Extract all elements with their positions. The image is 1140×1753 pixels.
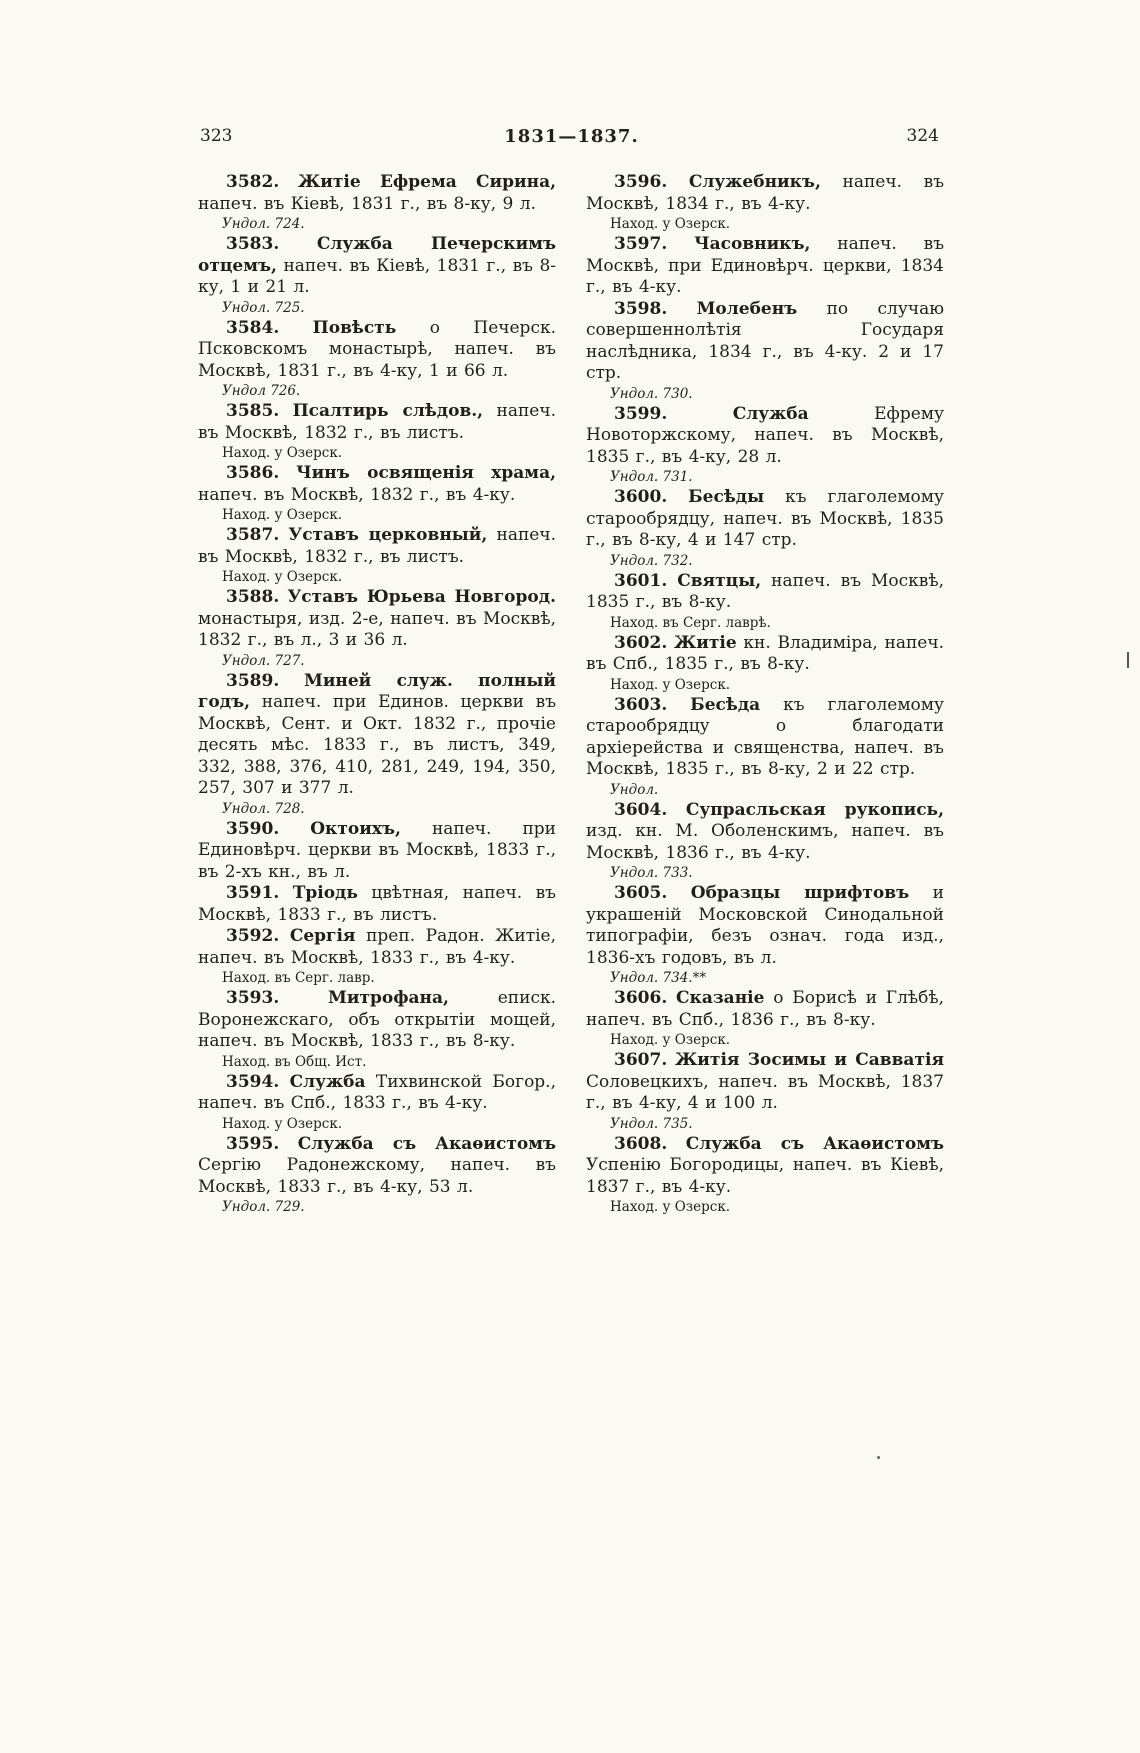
- entry-location-note: Наход. у Озерск.: [610, 216, 731, 232]
- entry-description: къ глаголемому старообрядцу, напеч. въ Москвѣ, 1835 г., въ 8-ку, 4 и 147 стр.: [586, 487, 944, 550]
- entry-title: Часовникъ,: [694, 234, 811, 254]
- entry-title: Служба съ Акаѳистомъ: [297, 1133, 557, 1154]
- entry-text: [586, 1134, 944, 1199]
- entry-text: [586, 633, 944, 676]
- entry-number: 3602.: [614, 632, 668, 653]
- entry-description: напеч. въ Кіевѣ, 1831 г., въ 8-ку, 1 и 21 л.: [198, 255, 556, 297]
- entry-number: 3594.: [226, 1071, 280, 1092]
- entry-text: [586, 172, 944, 215]
- entry-number: 3599.: [614, 403, 668, 424]
- page-number-right: 324: [906, 126, 939, 146]
- entry-text: [198, 234, 556, 299]
- catalog-entry: [586, 633, 944, 694]
- entry-title: Уставъ Юрьева Новгород.: [287, 587, 556, 607]
- scan-artifact-dot: [877, 1456, 880, 1459]
- entry-description: по случаю совершеннолѣтія Государя наслѣдника, 1834 г., въ 4-ку. 2 и 17 стр.: [586, 298, 945, 383]
- entry-text: [198, 1072, 556, 1115]
- entry-location-note: Наход. въ Общ. Ист.: [222, 1053, 367, 1070]
- page-number-left: 323: [200, 126, 233, 146]
- entry-title: Повѣсть: [312, 317, 397, 338]
- catalog-entry: [198, 463, 556, 524]
- entry-location-note: Наход. у Озерск.: [610, 1032, 731, 1048]
- catalog-entry: [198, 671, 556, 818]
- running-head: [198, 126, 945, 150]
- entry-location-note: Наход. въ Серг. лавр.: [222, 970, 375, 986]
- entry-text: [198, 172, 556, 215]
- entry-text: [586, 571, 944, 614]
- entry-location-note: Наход. у Озерск.: [222, 1115, 343, 1132]
- entry-number: 3598.: [614, 298, 668, 319]
- entry-location-note: Ундол. 735.: [610, 1115, 693, 1132]
- entry-description: напеч. при Единовѣрч. церкви въ Москвѣ, 1833 г., въ 2-хъ кн., въ л.: [198, 818, 556, 882]
- entry-number: 3607.: [614, 1050, 668, 1070]
- entry-description: Сергію Радонежскому, напеч. въ Москвѣ, 1833 г., въ 4-ку, 53 л.: [198, 1155, 556, 1197]
- entry-title: Служба съ Акаѳистомъ: [685, 1133, 945, 1154]
- entry-location-note: Ундол. 728.: [222, 800, 305, 817]
- entry-text: [198, 671, 556, 800]
- catalog-entry: [586, 800, 944, 883]
- entry-description: преп. Радон. Житіе, напеч. въ Москвѣ, 1833 г., въ 4-ку.: [198, 926, 557, 968]
- text-columns: [198, 172, 945, 1217]
- entry-title: Святцы,: [677, 570, 762, 591]
- entry-description: напеч. въ Москвѣ, 1835 г., въ 8-ку.: [586, 570, 945, 612]
- catalog-entry: [198, 318, 556, 401]
- entry-number: 3595.: [226, 1133, 280, 1154]
- entry-text: [198, 819, 556, 884]
- entry-title: Служба: [732, 403, 809, 424]
- entry-number: 3600.: [614, 487, 668, 507]
- entry-text: [586, 234, 944, 299]
- catalog-entry: [586, 299, 944, 403]
- entry-title: Псалтирь слѣдов.,: [292, 401, 484, 421]
- entry-text: [198, 926, 556, 969]
- entry-description: напеч. въ Москвѣ, 1832 г., въ 4-ку.: [198, 484, 516, 505]
- entry-title: Бесѣды: [688, 487, 765, 507]
- entry-title: Служба Печерскимъ отцемъ,: [198, 234, 556, 276]
- catalog-entry: [198, 401, 556, 462]
- catalog-entry: [586, 571, 944, 632]
- scan-artifact-edge-tick: [1127, 652, 1129, 668]
- catalog-entry: [198, 587, 556, 670]
- entry-text: [198, 587, 556, 652]
- entry-text: [198, 525, 556, 568]
- catalog-entry: [586, 234, 944, 299]
- entry-title: Служба: [289, 1071, 366, 1092]
- entry-location-note: Ундол.: [610, 781, 659, 798]
- entry-number: 3590.: [226, 818, 280, 839]
- entry-description: о Печерск. Псковскомъ монастырѣ, напеч. въ Москвѣ, 1831 г., въ 4-ку, 1 и 66 л.: [198, 317, 556, 381]
- entry-number: 3593.: [226, 988, 280, 1008]
- entry-text: [198, 463, 556, 506]
- catalog-entry: [586, 172, 944, 233]
- entry-title: Житія Зосимы и Савватія: [675, 1050, 944, 1070]
- catalog-entry: [198, 926, 556, 987]
- right-column: [586, 172, 944, 1217]
- entry-location-note: Ундол. 733.: [610, 865, 693, 881]
- entry-title: Тріодь: [292, 883, 358, 903]
- entry-description: Успенію Богородицы, напеч. въ Кіевѣ, 1837 г., въ 4-ку.: [586, 1155, 944, 1197]
- entry-description: Соловецкихъ, напеч. въ Москвѣ, 1837 г., въ 4-ку, 4 и 100 л.: [586, 1071, 944, 1113]
- entry-text: [586, 404, 944, 469]
- catalog-entry: [586, 404, 944, 487]
- entry-text: [586, 1050, 944, 1115]
- entry-number: 3606.: [614, 988, 668, 1008]
- catalog-entry: [198, 172, 556, 233]
- catalog-entry: [198, 988, 556, 1071]
- catalog-entry: [198, 525, 556, 586]
- entry-title: Бесѣда: [690, 694, 761, 715]
- catalog-entry: [586, 1134, 944, 1217]
- entry-title: Житіе: [673, 632, 737, 653]
- entry-text: [198, 1134, 556, 1199]
- entry-title: Супрасльская рукопись,: [685, 799, 945, 820]
- entry-title: Уставъ церковный,: [288, 525, 488, 545]
- entry-text: [586, 299, 944, 385]
- entry-description: напеч. при Единов. церкви въ Москвѣ, Сент. и Окт. 1832 г., прочіе десять мѣс. 1833 г., въ листъ, 349, 332, 388, 376, 410, 281, 249, 194, 350, 257, 307 и 377 л.: [198, 692, 557, 798]
- catalog-entry: [198, 883, 556, 926]
- entry-location-note: Наход. у Озерск.: [222, 445, 343, 461]
- catalog-entry: [586, 487, 944, 570]
- entry-description: монастыря, изд. 2-е, напеч. въ Москвѣ, 1832 г., въ л., 3 и 36 л.: [198, 608, 556, 650]
- entry-number: 3583.: [226, 234, 280, 254]
- entry-title: Служебникъ,: [688, 172, 821, 192]
- entry-number: 3604.: [614, 799, 668, 820]
- entry-title: Чинъ освященія храма,: [296, 463, 557, 483]
- entry-location-note: Наход. у Озерск.: [610, 676, 731, 693]
- entry-location-note: Наход. у Озерск.: [222, 569, 343, 585]
- entry-location-note: Наход. въ Серг. лаврѣ.: [610, 614, 771, 631]
- entry-description: къ глаголемому старообрядцу о благодати архіерейства и священства, напеч. въ Москвѣ, 1835 г., въ 8-ку, 2 и 22 стр.: [586, 694, 945, 779]
- entry-number: 3589.: [226, 670, 280, 691]
- entry-location-note: Наход. у Озерск.: [610, 1199, 731, 1215]
- page-header-title: 1831—1837.: [504, 126, 639, 147]
- entry-location-note: Ундол. 731.: [610, 469, 693, 485]
- entry-title: Миней служ. полный годъ,: [198, 670, 557, 712]
- entry-title: Сказаніе: [676, 988, 765, 1008]
- entry-description: изд. кн. М. Оболенскимъ, напеч. въ Москвѣ, 1836 г., въ 4-ку.: [586, 821, 944, 863]
- entry-description: напеч. въ Москвѣ, 1832 г., въ листъ.: [198, 525, 557, 567]
- entry-description: и украшеній Московской Синодальной типографіи, безъ означ. года изд., 1836-хъ годовъ, въ л.: [586, 883, 945, 968]
- entry-location-note: Ундол. 725.: [222, 299, 305, 316]
- entry-number: 3597.: [614, 234, 668, 254]
- entry-number: 3596.: [614, 172, 668, 192]
- entry-description: Ефрему Новоторжскому, напеч. въ Москвѣ, 1835 г., въ 4-ку, 28 л.: [586, 403, 945, 467]
- entry-location-note: Ундол. 729.: [222, 1199, 305, 1215]
- entry-location-note: Ундол. 730.: [610, 385, 693, 402]
- entry-location-note: Ундол. 724.: [222, 216, 305, 232]
- entry-number: 3601.: [614, 570, 668, 591]
- entry-description: кн. Владиміра, напеч. въ Спб., 1835 г., въ 8-ку.: [586, 632, 944, 674]
- entry-description: напеч. въ Москвѣ, 1832 г., въ листъ.: [198, 401, 556, 443]
- entry-number: 3582.: [226, 172, 280, 192]
- entry-number: 3592.: [226, 926, 280, 946]
- entry-text: [586, 487, 944, 552]
- entry-location-note: Ундол 726.: [222, 383, 301, 399]
- entry-description: Тихвинской Богор., напеч. въ Спб., 1833 г., въ 4-ку.: [198, 1071, 556, 1113]
- entry-description: напеч. въ Кіевѣ, 1831 г., въ 8-ку, 9 л.: [198, 193, 536, 214]
- catalog-entry: [198, 1134, 556, 1217]
- left-column: [198, 172, 556, 1217]
- catalog-entry: [198, 234, 556, 317]
- entry-description: еписк. Воронежскаго, объ открытіи мощей, напеч. въ Москвѣ, 1833 г., въ 8-ку.: [198, 988, 556, 1051]
- entry-text: [586, 800, 944, 865]
- catalog-entry: [198, 819, 556, 884]
- entry-text: [198, 988, 556, 1053]
- entry-title: Молебенъ: [696, 298, 798, 319]
- catalog-entry: [586, 1050, 944, 1133]
- catalog-entry: [586, 988, 944, 1049]
- entry-number: 3588.: [226, 587, 280, 607]
- entry-title: Житіе Ефрема Сирина,: [297, 172, 557, 192]
- entry-number: 3605.: [614, 883, 668, 903]
- entry-description: цвѣтная, напеч. въ Москвѣ, 1833 г., въ листъ.: [198, 883, 557, 925]
- entry-location-note: Ундол. 734.**: [610, 970, 707, 986]
- entry-text: [198, 883, 556, 926]
- entry-number: 3587.: [226, 525, 280, 545]
- entry-number: 3603.: [614, 694, 668, 715]
- entry-title: Сергія: [289, 926, 356, 946]
- entry-number: 3608.: [614, 1133, 668, 1154]
- entry-number: 3584.: [226, 317, 280, 338]
- entry-text: [198, 318, 556, 383]
- catalog-entry: [586, 695, 944, 799]
- catalog-entry: [586, 883, 944, 987]
- catalog-entry: [198, 1072, 556, 1133]
- entry-text: [586, 695, 944, 781]
- entry-number: 3585.: [226, 401, 280, 421]
- entry-title: Образцы шрифтовъ: [690, 883, 910, 903]
- entry-description: напеч. въ Москвѣ, 1834 г., въ 4-ку.: [586, 172, 945, 214]
- entry-title: Митрофана,: [328, 988, 449, 1008]
- entry-text: [586, 988, 944, 1031]
- entry-number: 3591.: [226, 883, 280, 903]
- entry-location-note: Ундол. 732.: [610, 552, 693, 569]
- entry-location-note: Наход. у Озерск.: [222, 507, 343, 523]
- entry-text: [586, 883, 944, 969]
- entry-title: Октоихъ,: [310, 818, 401, 839]
- entry-number: 3586.: [226, 463, 280, 483]
- entry-description: о Борисѣ и Глѣбѣ, напеч. въ Спб., 1836 г., въ 8-ку.: [586, 988, 945, 1030]
- entry-text: [198, 401, 556, 444]
- entry-location-note: Ундол. 727.: [222, 652, 305, 669]
- entry-description: напеч. въ Москвѣ, при Единовѣрч. церкви, 1834 г., въ 4-ку.: [586, 234, 945, 297]
